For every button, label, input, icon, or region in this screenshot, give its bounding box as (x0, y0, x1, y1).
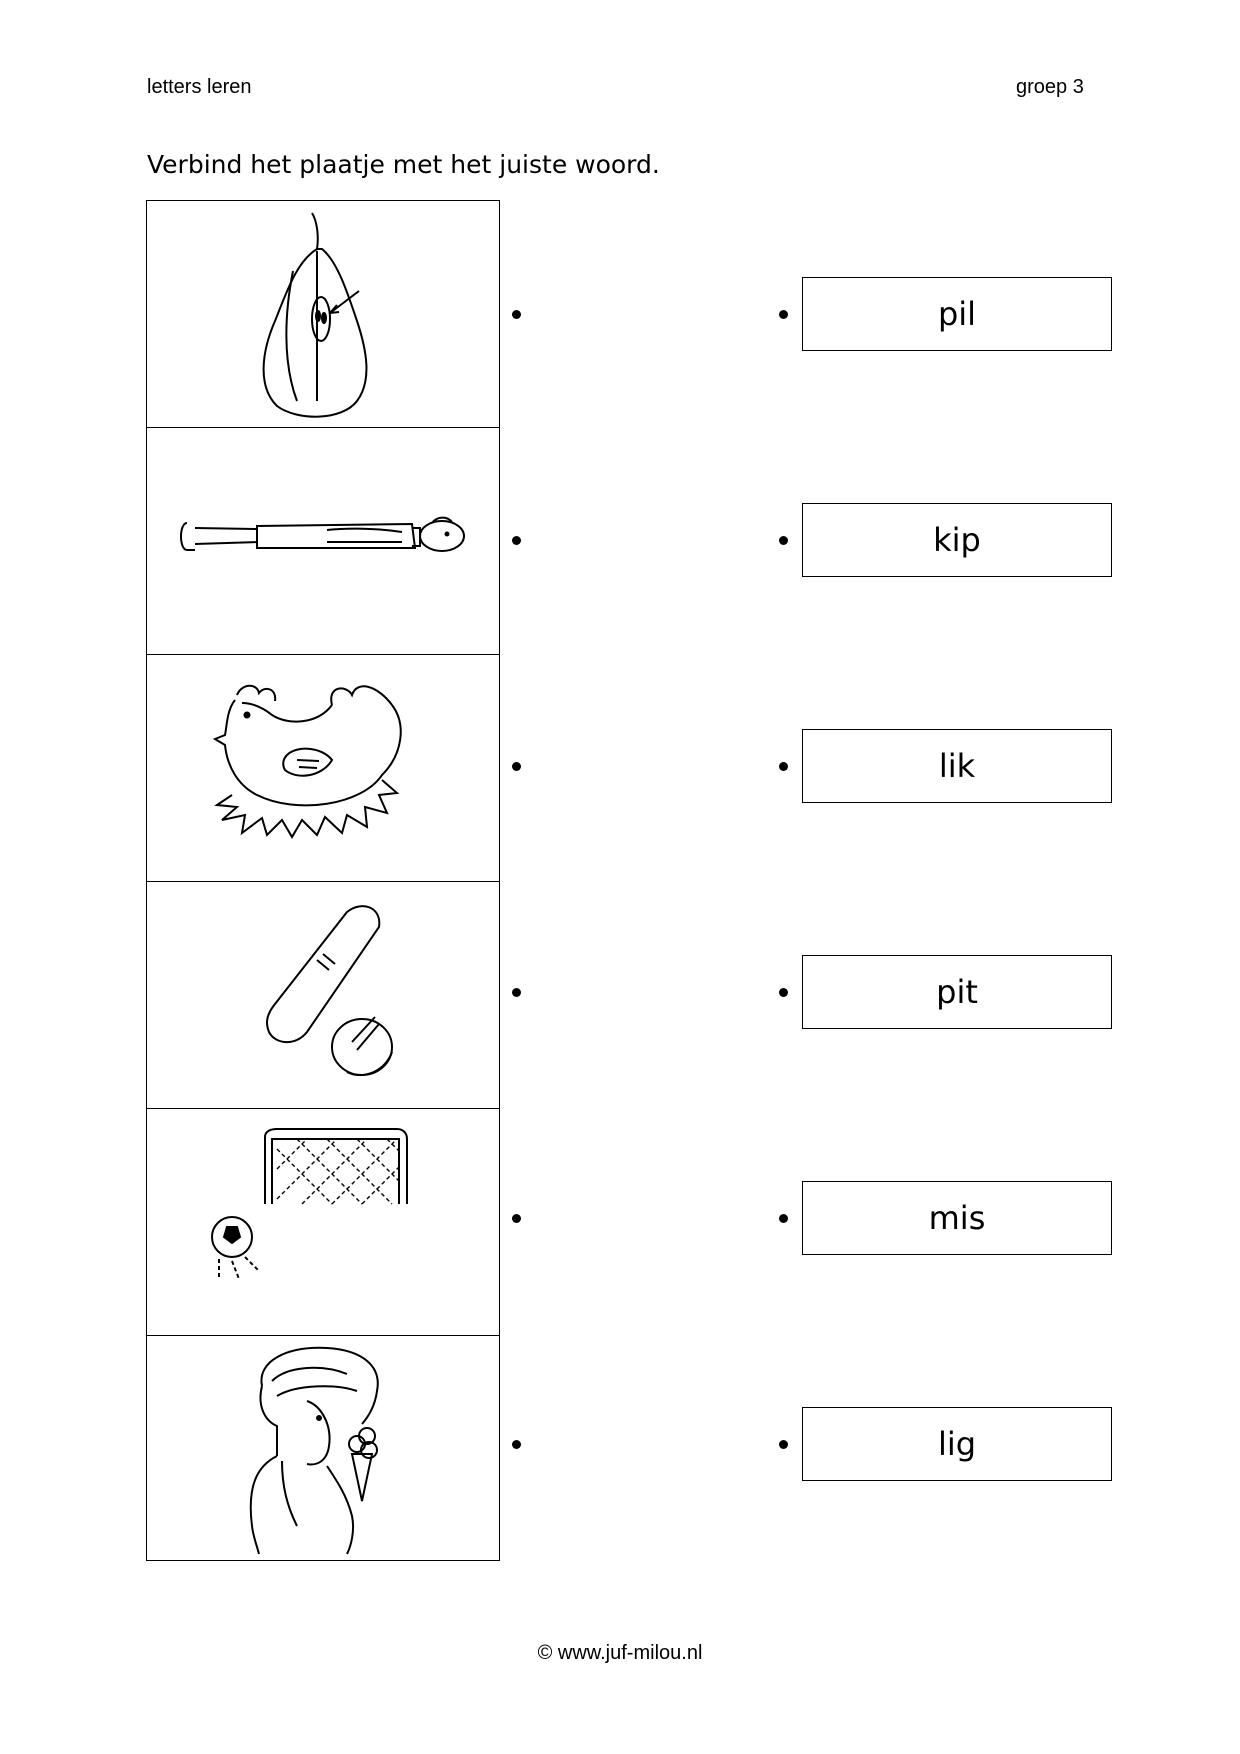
word-box: mis (802, 1181, 1112, 1255)
pear-icon (147, 201, 498, 425)
left-dot[interactable] (512, 310, 521, 319)
right-dot[interactable] (779, 536, 788, 545)
picture-column (146, 200, 500, 1561)
girl-licking-ice-cream-icon (147, 1336, 498, 1560)
left-dot[interactable] (512, 536, 521, 545)
picture-cell-lying-person (147, 428, 499, 655)
right-dot[interactable] (779, 988, 788, 997)
right-dot[interactable] (779, 762, 788, 771)
left-dot[interactable] (512, 1214, 521, 1223)
word-box: lig (802, 1407, 1112, 1481)
soccer-goal-icon (147, 1109, 498, 1333)
picture-cell-chicken (147, 655, 499, 882)
word-box: lik (802, 729, 1112, 803)
instruction: Verbind het plaatje met het juiste woord. (147, 150, 660, 179)
lying-person-icon (147, 428, 498, 652)
word-box: pil (802, 277, 1112, 351)
word-box: kip (802, 503, 1112, 577)
right-dot[interactable] (779, 1214, 788, 1223)
picture-cell-pill (147, 882, 499, 1109)
picture-cell-girl-ice-cream (147, 1336, 499, 1560)
picture-cell-pear (147, 201, 499, 428)
right-dot[interactable] (779, 1440, 788, 1449)
right-dot[interactable] (779, 310, 788, 319)
picture-cell-goal (147, 1109, 499, 1336)
header-right: groep 3 (1016, 76, 1084, 98)
header-left: letters leren (147, 76, 252, 98)
left-dot[interactable] (512, 1440, 521, 1449)
word-box: pit (802, 955, 1112, 1029)
pill-icon (147, 882, 498, 1106)
footer-copyright: © www.juf-milou.nl (537, 1642, 703, 1664)
chicken-icon (147, 655, 498, 879)
left-dot[interactable] (512, 762, 521, 771)
left-dot[interactable] (512, 988, 521, 997)
